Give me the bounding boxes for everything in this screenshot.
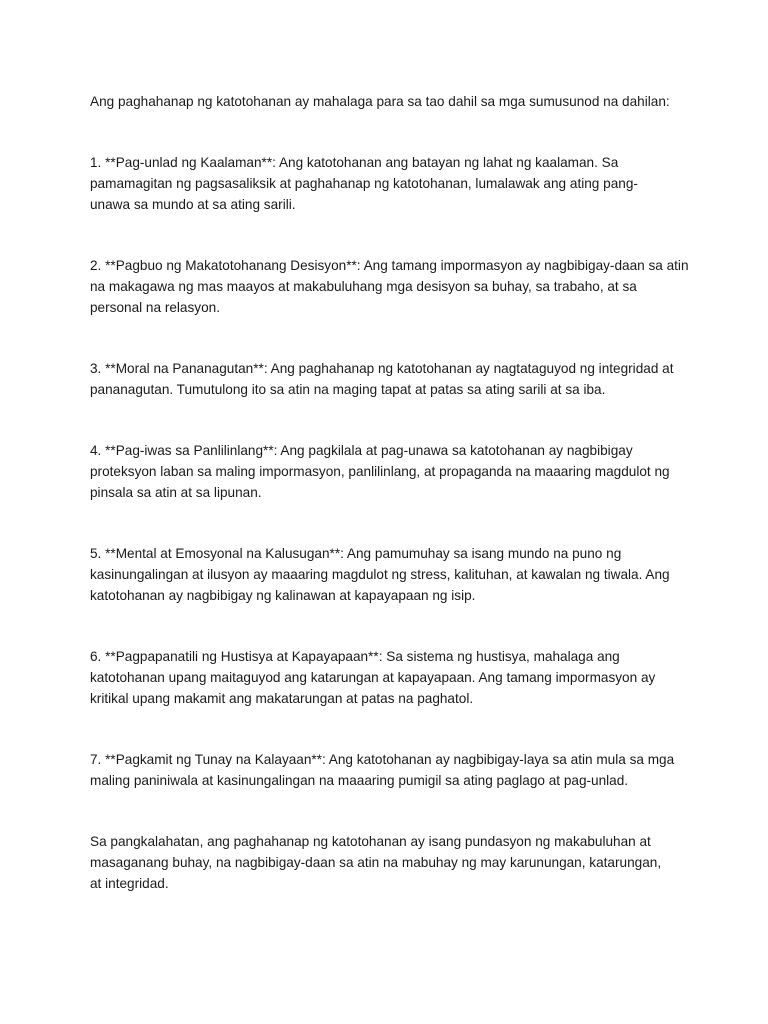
list-item-pagbuo-ng-desisyon: 2. **Pagbuo ng Makatotohanang Desisyon**: Ang tamang impormasyon ay nagbibigay-daan sa atin na makagawa ng mas maayos at makabuluhang mga desisyon sa buhay, sa trabaho, at sa personal na relasyon.: [90, 258, 689, 315]
list-item-hustisya-at-kapayapaan: 6. **Pagpapanatili ng Hustisya at Kapayapaan**: Sa sistema ng hustisya, mahalaga ang katotohanan upang maitaguyod ang katarungan at kapayapaan. Ang tamang impormasyon ay kritikal upang makamit ang makatarungan at patas na paghatol.: [90, 649, 656, 706]
intro-paragraph: Ang paghahanap ng katotohanan ay mahalaga para sa tao dahil sa mga sumusunod na dahilan:: [90, 94, 670, 109]
list-item-tunay-na-kalayaan: 7. **Pagkamit ng Tunay na Kalayaan**: Ang katotohanan ay nagbibigay-laya sa atin mula sa mga maling paniniwala at kasinungalingan na maaaring pumigil sa ating paglago at pag-unlad.: [90, 752, 675, 788]
list-item-mental-at-emosyonal: 5. **Mental at Emosyonal na Kalusugan**: Ang pamumuhay sa isang mundo na puno ng kasinungalingan at ilusyon ay maaaring magdulot ng stress, kalituhan, at kawalan ng tiwala. Ang katotohanan ay nagbibigay ng kalinawan at kapayapaan ng isip.: [90, 546, 670, 603]
list-item-pag-iwas-sa-panlilinlang: 4. **Pag-iwas sa Panlilinlang**: Ang pagkilala at pag-unawa sa katotohanan ay nagbibigay proteksyon laban sa maling impormasyon, panlilinlang, at propaganda na maaaring magdulot ng pinsala sa atin at sa lipunan.: [90, 443, 670, 500]
document-body: [90, 91, 690, 894]
list-item-pag-unlad-ng-kaalaman: 1. **Pag-unlad ng Kaalaman**: Ang katotohanan ang batayan ng lahat ng kaalaman. Sa pamamagitan ng pagsasaliksik at paghahanap ng katotohanan, lumalawak ang ating pang-unawa sa mundo at sa ating sarili.: [90, 155, 638, 212]
conclusion-paragraph: Sa pangkalahatan, ang paghahanap ng katotohanan ay isang pundasyon ng makabuluhan at masaganang buhay, na nagbibigay-daan sa atin na mabuhay ng may karunungan, katarungan, at integridad.: [90, 834, 662, 891]
list-item-moral-na-pananagutan: 3. **Moral na Pananagutan**: Ang paghahanap ng katotohanan ay nagtataguyod ng integridad at pananagutan. Tumutulong ito sa atin na maging tapat at patas sa ating sarili at sa iba.: [90, 361, 674, 397]
